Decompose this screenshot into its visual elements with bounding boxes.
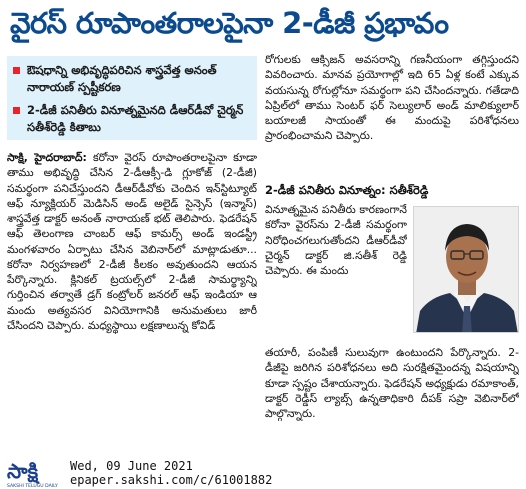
epaper-link[interactable]: epaper.sakshi.com/c/61001882 — [70, 473, 273, 487]
left-column-text — [7, 150, 257, 450]
highlight-item — [13, 62, 251, 96]
subheading: 2-డీజీ పనితీరు వినూత్నం: సతీశ్‌రెడ్డి — [265, 183, 429, 197]
bullet-square-icon — [13, 67, 20, 74]
highlight-item — [13, 102, 251, 136]
logo-wordmark: సాక్షి — [7, 459, 39, 483]
person-photo-icon — [414, 207, 519, 333]
right-column-top-text: రోగులకు ఆక్సిజన్ అవసరాన్ని గణనీయంగా తగ్గిస్తుందని వివరించారు. మానవ ప్రయోగాల్లో ఇది 65 ఏళ్ల కంటే ఎక్కువ వయసున్న రోగుల్లోనూ సమర్థంగా పని చేసిందన్నారు. గతేడాది ఏప్రిల్‌లో తాము సెంటర్ ఫర్ సెల్యులార్ అండ్ మాలిక్యులార్ బయాలజీ సాయంతో ఈ మందుపై పరిశోధనలు ప్రారంభించామని చెప్పారు. — [265, 53, 519, 143]
edition-date: Wed, 09 June 2021 — [70, 459, 193, 473]
highlights-box — [7, 56, 257, 140]
logo-tagline: SAKSHI TELUGU DAILY — [7, 484, 58, 489]
dateline: సాక్షి, హైదరాబాద్: — [7, 151, 87, 164]
right-column-bottom-text: తయారీ, పంపిణీ సులువుగా ఉంటుందని పేర్కొన్నారు. 2-డీజీపై జరిగిన పరిశోధనలు అది సురక్షితమైందన్న విషయాన్ని కూడా స్పష్టం చేశాయన్నారు. ఫెడరేషన్ అధ్యక్షుడు రమాకాంత్, డాక్టర్ రెడ్డీస్ ల్యాబ్స్ ఉన్నతాధికారి దీపక్ సప్రా వెబినార్‌లో పాల్గొన్నారు. — [265, 346, 519, 420]
highlight-text: 2-డీజీ పనితీరు వినూత్నమైనది డీఆర్‌డీవో చైర్మన్ సతీశ్‌రెడ్డి కితాబు — [27, 103, 244, 134]
right-column-beside-photo: వినూత్నమైన పనితీరు కారణంగానే కరోనా వైరస్‌ను 2-డీజీ సమర్థంగా నిరోధించగలుగుతోందని డీఆర్‌డీవో చైర్మన్ డాక్టర్ జి.సతీశ్ రెడ్డి చెప్పారు. ఈ మందు — [265, 203, 407, 277]
left-column-body: కరోనా వైరస్ రూపాంతరాలపైనా కూడా తాము అభివృద్ధి చేసిన 2-డీఆక్సీ-డి గ్లూకోజ్ (2-డీజీ) సమర్థంగా పనిచేస్తుందని డీఆర్‌డీవోకు చెందిన ఇన్‌స్టిట్యూట్ ఆఫ్ న్యూక్లియర్ మెడిసిన్ అండ్ అలైడ్ సైన్సెస్ (ఇన్మాస్) శాస్త్రవేత్త డాక్టర్ అనంత్ నారాయణ్ భట్ తెలిపారు. ఫెడరేషన్ ఆఫ్ తెలంగాణ చాంబర్ ఆఫ్ కామర్స్ అండ్ ఇండస్ట్రీ మంగళవారం ఏర్పాటు చేసిన వెబినార్‌లో మాట్లాడుతూ... కరోనా నిర్వహణలో 2-డీజీ కీలకం అవుతుందని ఆయన పేర్కొన్నారు. క్లినికల్ ట్రయల్స్‌లో 2-డీజీ సామర్థ్యాన్ని గుర్తించిన తర్వాతే డ్రగ్ కంట్రోలర్ జనరల్ ఆఫ్ ఇండియా ఆ మందు అత్యవసర వినియోగానికి అనుమతులు జారీ చేసిందని చెప్పారు. మధ్యస్థాయి లక్షణాలున్న కోవిడ్ — [7, 151, 257, 332]
highlight-text: ఔషధాన్ని అభివృద్ధిపరిచిన శాస్త్రవేత్త అనంత్ నారాయణ్ స్పష్టీకరణ — [27, 63, 217, 94]
portrait-photo — [413, 206, 519, 333]
bullet-square-icon — [13, 107, 20, 114]
headline: వైరస్ రూపాంతరాలపైనా 2-డీజీ ప్రభావం — [10, 6, 449, 40]
sakshi-logo — [5, 458, 63, 489]
sakshi-logo-icon — [5, 458, 63, 489]
